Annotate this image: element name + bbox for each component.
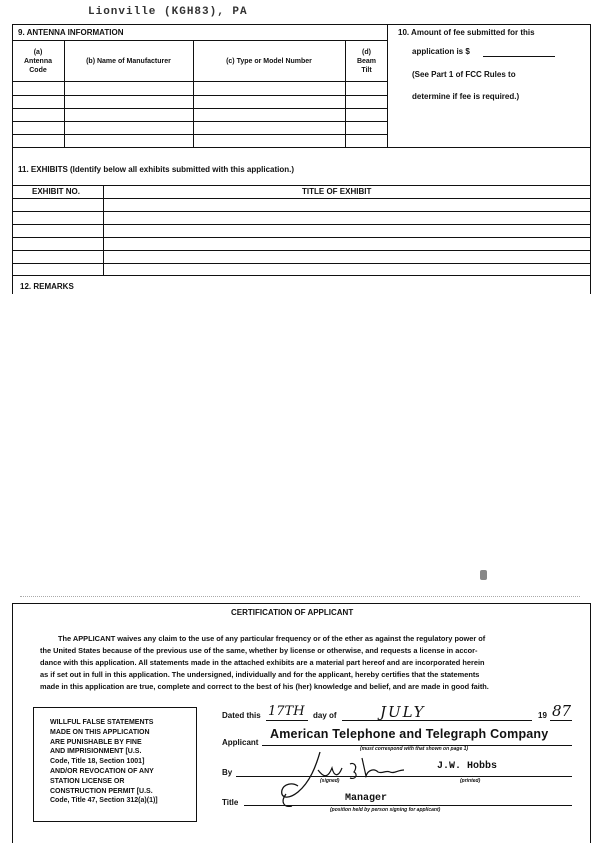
warning-line: AND/OR REVOCATION OF ANY bbox=[50, 767, 154, 775]
fee-line-2: application is $ bbox=[412, 47, 470, 56]
antenna-col-beam-tilt: (d) Beam Tilt bbox=[356, 49, 377, 74]
rule-cert-left bbox=[12, 603, 13, 843]
location-header: Lionville (KGH83), PA bbox=[88, 6, 248, 18]
day-of-label: day of bbox=[313, 711, 337, 720]
fee-line-4: determine if fee is required.) bbox=[412, 92, 520, 101]
warning-line: ARE PUNISHABLE BY FINE bbox=[50, 738, 142, 746]
applicant-note: (must correspond with that shown on page 1) bbox=[360, 746, 469, 752]
scan-mark bbox=[480, 570, 487, 580]
cert-line-3: dance with this application. All statements made in the attached exhibits are a material part hereof and are incorporated herein bbox=[40, 658, 485, 667]
table-row bbox=[12, 81, 388, 82]
table-row bbox=[12, 95, 388, 96]
exhibits-section-title: 11. EXHIBITS (Identify below all exhibits submitted with this application.) bbox=[18, 165, 295, 174]
remarks-section-title: 12. REMARKS bbox=[20, 282, 74, 291]
by-label: By bbox=[222, 768, 233, 777]
antenna-section-title: 9. ANTENNA INFORMATION bbox=[18, 28, 124, 37]
rule-right bbox=[590, 24, 591, 294]
day-value[interactable]: 17TH bbox=[268, 704, 305, 719]
month-field-line bbox=[342, 720, 532, 721]
scan-noise bbox=[20, 596, 580, 599]
exhibits-table bbox=[12, 185, 590, 275]
rule-cert-right bbox=[590, 603, 591, 843]
fee-line-3: (See Part 1 of FCC Rules to bbox=[412, 70, 516, 79]
table-row bbox=[12, 198, 590, 199]
title-field-line bbox=[244, 805, 572, 806]
printed-note: (printed) bbox=[460, 778, 481, 784]
month-value[interactable]: JULY bbox=[380, 703, 426, 721]
warning-line: AND IMPRISIONMENT [U.S. bbox=[50, 748, 142, 756]
exhibit-no-header: EXHIBIT NO. bbox=[32, 187, 81, 196]
cert-line-2: the United States because of the previous use of the same, whether by license or otherwise, and requests a license in accor- bbox=[40, 646, 478, 655]
warning-line: MADE ON THIS APPLICATION bbox=[50, 728, 150, 736]
rule-section-11 bbox=[12, 147, 590, 148]
printed-name[interactable]: J.W. Hobbs bbox=[437, 761, 498, 772]
signed-note: (signed) bbox=[320, 778, 340, 784]
certification-title: CERTIFICATION OF APPLICANT bbox=[231, 608, 354, 617]
table-row bbox=[12, 263, 590, 264]
remarks-area[interactable] bbox=[13, 294, 589, 594]
year-value[interactable]: 87 bbox=[552, 702, 572, 720]
fee-line-1: 10. Amount of fee submitted for this bbox=[398, 28, 535, 37]
day-field-line bbox=[266, 720, 308, 721]
cert-line-5: made in this application are true, complete and correct to the best of his (her) knowledge and belief, and are made in good faith. bbox=[40, 682, 489, 691]
table-row bbox=[12, 250, 590, 251]
table-row bbox=[12, 237, 590, 238]
cert-line-4: as if set out in full in this application. The undersigned, individually and for the applicant, hereby certifies that the statements bbox=[40, 670, 480, 679]
warning-line: CONSTRUCTION PERMIT [U.S. bbox=[50, 787, 153, 795]
title-value[interactable]: Manager bbox=[345, 793, 388, 804]
year-field-line bbox=[550, 720, 572, 721]
table-row bbox=[12, 134, 388, 135]
warning-box bbox=[33, 707, 197, 822]
table-row bbox=[12, 108, 388, 109]
table-row bbox=[12, 211, 590, 212]
warning-line: WILLFUL FALSE STATEMENTS bbox=[50, 719, 154, 726]
title-label: Title bbox=[222, 798, 239, 807]
year-prefix: 19 bbox=[538, 711, 547, 720]
table-row bbox=[12, 121, 388, 122]
exhibit-title-header: TITLE OF EXHIBIT bbox=[302, 187, 372, 196]
antenna-table bbox=[12, 40, 388, 147]
warning-line: Code, Title 18, Section 1001] bbox=[50, 758, 145, 766]
rule-top bbox=[12, 24, 590, 25]
warning-line: Code, Title 47, Section 312(a)(1)] bbox=[50, 797, 158, 805]
antenna-col-code: (a) Antenna Code bbox=[24, 49, 52, 74]
table-row bbox=[12, 224, 590, 225]
title-note: (position held by person signing for applicant) bbox=[330, 807, 441, 813]
dated-label: Dated this bbox=[222, 711, 261, 720]
rule-certification bbox=[12, 603, 590, 604]
antenna-col-manufacturer: (b) Name of Manufacturer bbox=[86, 58, 171, 65]
antenna-col-model: (c) Type or Model Number bbox=[226, 58, 312, 65]
fee-amount-field[interactable] bbox=[483, 56, 555, 57]
warning-line: STATION LICENSE OR bbox=[50, 777, 125, 785]
certification-text bbox=[40, 633, 580, 693]
rule-section-12 bbox=[12, 275, 590, 276]
applicant-label: Applicant bbox=[222, 738, 259, 747]
cert-line-1: The APPLICANT waives any claim to the use of any particular frequency or of the ether as against the regulatory power of bbox=[58, 634, 486, 643]
applicant-value[interactable]: American Telephone and Telegraph Company bbox=[270, 727, 549, 741]
